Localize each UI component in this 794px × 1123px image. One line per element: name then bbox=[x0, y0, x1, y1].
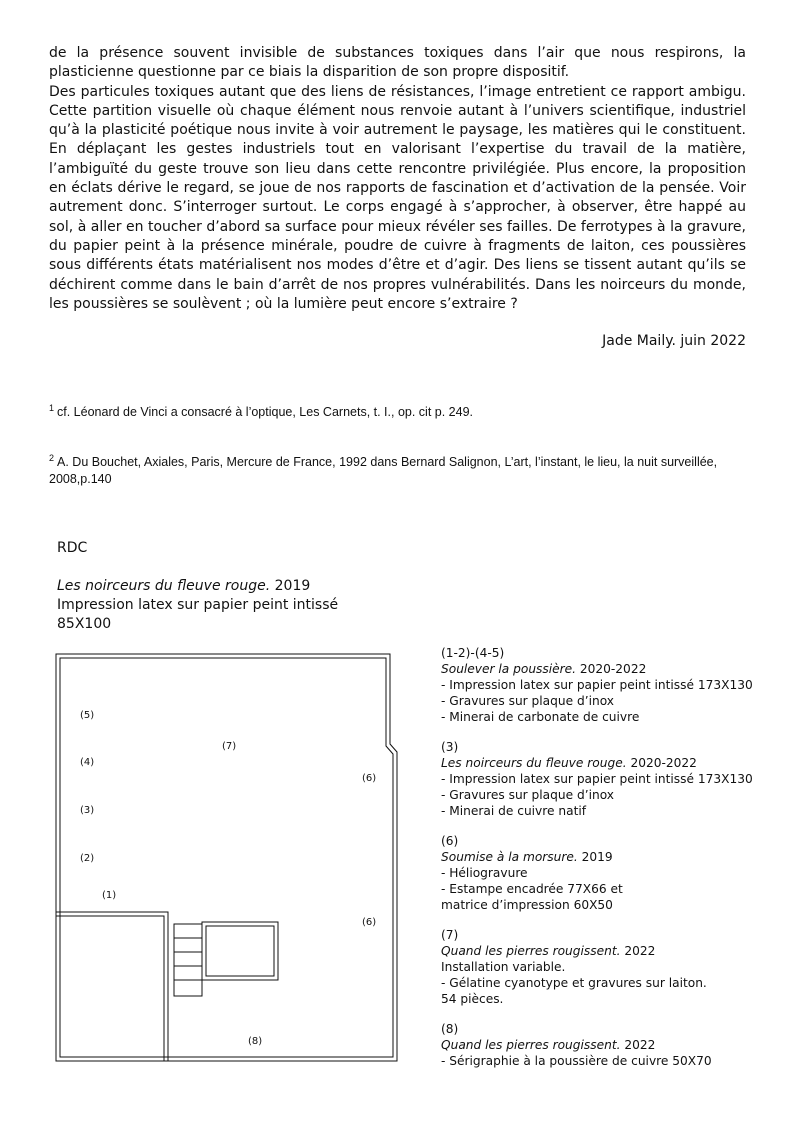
footnote-text: A. Du Bouchet, Axiales, Paris, Mercure de France, 1992 dans Bernard Salignon, L’art, l’instant, le lieu, la nuit surveillée, 2008,p.140 bbox=[49, 455, 718, 486]
plan-label-7: (7) bbox=[222, 741, 237, 752]
legend-line: - Gravures sur plaque d’inox bbox=[441, 694, 614, 708]
legend-title: Soulever la poussière. bbox=[441, 662, 577, 676]
work-medium: Impression latex sur papier peint intissé bbox=[57, 597, 339, 613]
platform bbox=[202, 922, 278, 980]
legend-ref: (1-2)-(4-5) bbox=[441, 646, 505, 660]
legend-title: Quand les pierres rougissent. bbox=[441, 944, 621, 958]
work-size: 85X100 bbox=[57, 616, 112, 632]
stair-steps bbox=[174, 938, 202, 980]
legend-title: Les noirceurs du fleuve rouge. bbox=[441, 756, 627, 770]
plan-label-4: (4) bbox=[80, 757, 95, 768]
work-title: Les noirceurs du fleuve rouge. bbox=[57, 578, 271, 594]
plan-label-5: (5) bbox=[80, 710, 95, 721]
legend-line: matrice d’impression 60X50 bbox=[441, 898, 613, 912]
floor-plan bbox=[54, 652, 404, 1068]
legend-line: - Héliogravure bbox=[441, 866, 528, 880]
legend-line: 54 pièces. bbox=[441, 992, 504, 1006]
storage-room bbox=[56, 912, 168, 1061]
plan-label-1: (1) bbox=[102, 890, 117, 901]
paragraph: de la présence souvent invisible de substances toxiques dans l’air que nous respirons, la plasticienne questionne par ce biais la disparition de son propre dispositif. bbox=[49, 45, 746, 81]
plan-label-3: (3) bbox=[80, 805, 95, 816]
footnote-number: 2 bbox=[49, 453, 55, 463]
outer-wall bbox=[56, 654, 397, 1061]
footnote-2 bbox=[49, 450, 749, 488]
legend-line: Installation variable. bbox=[441, 960, 566, 974]
signature: Jade Maily. juin 2022 bbox=[602, 333, 746, 349]
legend-year: 2022 bbox=[624, 1038, 656, 1052]
works-legend bbox=[441, 645, 753, 1083]
essay-text bbox=[49, 44, 746, 314]
legend-line: - Minerai de cuivre natif bbox=[441, 804, 587, 818]
footnote-1 bbox=[49, 400, 749, 421]
legend-line: - Sérigraphie à la poussière de cuivre 50X70 bbox=[441, 1054, 712, 1068]
legend-year: 2020-2022 bbox=[630, 756, 697, 770]
legend-line: - Impression latex sur papier peint intissé 173X130 bbox=[441, 772, 753, 786]
legend-line: - Estampe encadrée 77X66 et bbox=[441, 882, 623, 896]
footnote-number: 1 bbox=[49, 403, 55, 413]
stair-block bbox=[174, 924, 202, 996]
legend-entry bbox=[441, 833, 741, 913]
legend-ref: (6) bbox=[441, 834, 459, 848]
legend-ref: (7) bbox=[441, 928, 459, 942]
legend-year: 2022 bbox=[624, 944, 656, 958]
legend-entry bbox=[441, 927, 741, 1007]
legend-line: - Minerai de carbonate de cuivre bbox=[441, 710, 640, 724]
floor-heading: RDC bbox=[57, 540, 88, 556]
legend-year: 2019 bbox=[581, 850, 613, 864]
plan-label-6b: (6) bbox=[362, 917, 377, 928]
legend-line: - Gélatine cyanotype et gravures sur laiton. bbox=[441, 976, 707, 990]
legend-entry bbox=[441, 645, 753, 725]
plan-label-6a: (6) bbox=[362, 773, 377, 784]
plan-label-2: (2) bbox=[80, 853, 95, 864]
legend-title: Soumise à la morsure. bbox=[441, 850, 578, 864]
footnote-text: cf. Léonard de Vinci a consacré à l’optique, Les Carnets, t. I., op. cit p. 249. bbox=[57, 405, 474, 419]
legend-ref: (8) bbox=[441, 1022, 459, 1036]
legend-line: - Gravures sur plaque d’inox bbox=[441, 788, 614, 802]
legend-entry bbox=[441, 739, 753, 819]
inner-wall bbox=[60, 658, 393, 1057]
legend-ref: (3) bbox=[441, 740, 459, 754]
legend-title: Quand les pierres rougissent. bbox=[441, 1038, 621, 1052]
legend-entry bbox=[441, 1021, 741, 1069]
paragraph: Des particules toxiques autant que des liens de résistances, l’image entretient ce rapport ambigu. Cette partition visuelle où chaque élément nous renvoie autant à l’univers scientifique, industriel qu’à la plasticité poétique nous invite à voir autrement le paysage, les matières qui le constituent. En déplaçant les gestes industriels tout en valorisant l’expertise du travail de la matière, l’ambiguïté du geste trouve son lieu dans cette rencontre privilégiée. Plus encore, la proposition en éclats dérive le regard, se joue de nos rapports de fascination et d’activation de la pensée. Voir autrement donc. S’interroger surtout. Le corps engagé à s’approcher, à observer, être happé au sol, à aller en toucher d’abord sa surface pour mieux révéler ses failles. De ferrotypes à la gravure, du papier peint à la présence minérale, poudre de cuivre à fragments de laiton, ces poussières sous différents états matérialisent nos modes d’être et d’agir. Des liens se tissent autant qu’ils se déchirent comme dans le bain d’arrêt de nos propres vulnérabilités. Dans les noirceurs du monde, les poussières se soulèvent ; où la lumière peut encore s’extraire ? bbox=[49, 83, 746, 312]
legend-line: - Impression latex sur papier peint intissé 173X130 bbox=[441, 678, 753, 692]
legend-year: 2020-2022 bbox=[579, 662, 647, 676]
plan-label-8: (8) bbox=[248, 1036, 263, 1047]
platform-inner bbox=[206, 926, 274, 976]
floor-work bbox=[57, 577, 338, 634]
work-year: 2019 bbox=[274, 578, 311, 594]
